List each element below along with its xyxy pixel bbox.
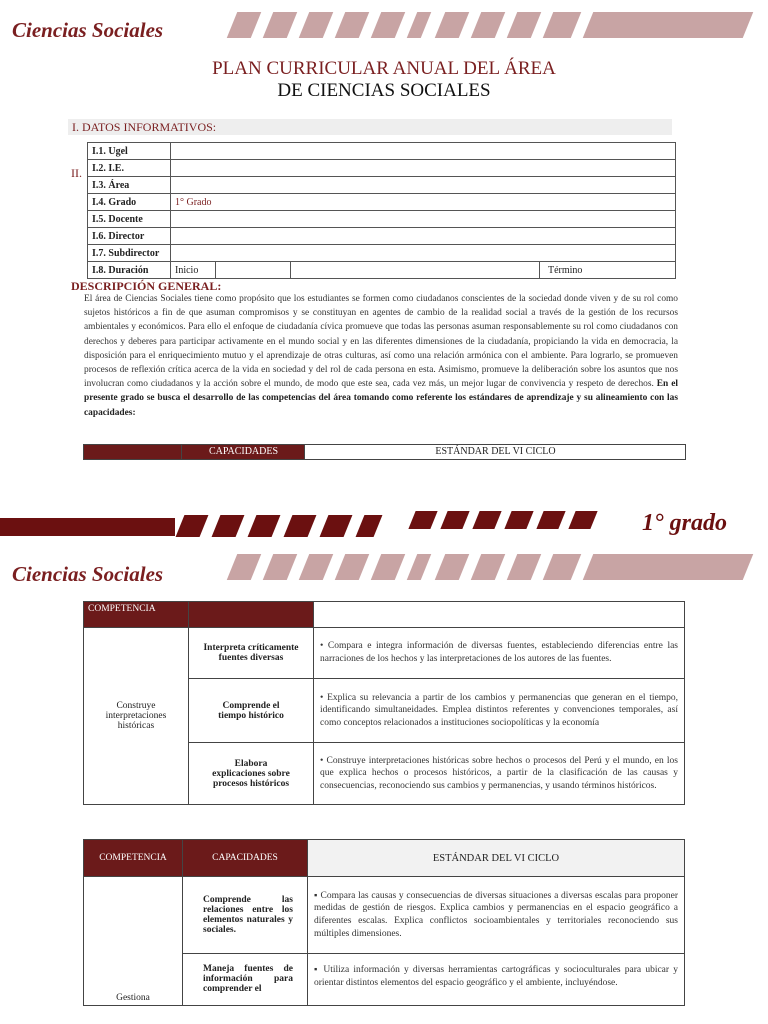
datos-row-duracion xyxy=(88,262,676,279)
table1-header-estandar xyxy=(314,602,685,628)
table2-estandar: ▪ Compara las causas y consecuencias de diversas situaciones a diversas escalas para proponer medidas de gestión de riesgos. Explica cambios y permanencias en el espacio geográfico a diferentes escalas. Explica conflictos socioambientales y territoriales reconociendo sus múltiples dimensiones. xyxy=(308,877,685,954)
table2-header-capacidades: CAPACIDADES xyxy=(183,840,308,877)
datos-value xyxy=(171,211,676,228)
datos-row xyxy=(88,177,676,194)
table1-estandar: • Compara e integra información de diversas fuentes, estableciendo diferencias entre las narraciones de los hechos y las interpretaciones de los autores de las fuentes. xyxy=(314,628,685,679)
datos-label: I.7. Subdirector xyxy=(88,245,171,262)
datos-row xyxy=(88,245,676,262)
bar-capacidades: CAPACIDADES xyxy=(181,445,305,459)
table2-competencia: Gestiona xyxy=(84,877,183,1006)
datos-row xyxy=(88,160,676,177)
datos-label: I.6. Director xyxy=(88,228,171,245)
table1-estandar: • Explica su relevancia a partir de los cambios y permanencias que generan en el tiempo, identificando simultaneidades. Emplea distintos referentes y convenciones temporales, así como conceptos relacionados a instituciones sociopolíticas y la economía xyxy=(314,679,685,743)
descripcion-title: DESCRIPCIÓN GENERAL: xyxy=(71,279,222,293)
datos-value xyxy=(171,228,676,245)
datos-value xyxy=(171,177,676,194)
plan-title-line2: DE CIENCIAS SOCIALES xyxy=(277,80,491,101)
table2-header-estandar: ESTÁNDAR DEL VI CICLO xyxy=(308,840,685,877)
datos-label: I.8. Duración xyxy=(88,262,171,279)
datos-value xyxy=(171,160,676,177)
table2-capacidad: Maneja fuentes de información para comprender el xyxy=(183,954,308,1006)
table2-header-competencia: COMPETENCIA xyxy=(84,840,183,877)
datos-label: I.4. Grado xyxy=(88,194,171,211)
table-row xyxy=(84,877,685,954)
descripcion-body: El área de Ciencias Sociales tiene como propósito que los estudiantes se formen como ciudadanos conscientes de la sociedad donde viven y de su rol como sujetos históricos a fin de que asuman compromisos y se constituyan en agentes de cambio de la realidad social a través de la gestión de los recursos ambientales y económicos. Para ello el enfoque de ciudadanía cívica promueve que todas las personas asuman responsablemente su rol como ciudadanos con derechos y deberes para participar activamente en el mundo social y en las diferentes dimensiones de la ciudadanía, propiciando la vida en democracia, la disposición para el enriquecimiento mutuo y el aprendizaje de otras culturas, así como una relación armónica con el ambiente. Para lograrlo, se promueven procesos de reflexión crítica acerca de la vida en sociedad y del rol de cada persona en esta. Asimismo, promueve la deliberación sobre los asuntos que nos involucran como ciudadanos y la acción sobre el mundo, de modo que este sea, cada vez más, un mejor lugar de convivencia y respeto de derechos. xyxy=(84,294,678,390)
competencia-table-2 xyxy=(83,839,685,1006)
grado-label: 1° grado xyxy=(642,510,727,536)
datos-row xyxy=(88,211,676,228)
descripcion-bold: En el presente grado se busca el desarrollo de las competencias del área tomando como referente los estándares de aprendizaje y su alineamiento con las capacidades: xyxy=(84,379,678,418)
brand-title-page2: Ciencias Sociales xyxy=(12,562,164,586)
table-row xyxy=(84,628,685,679)
brand-title-top: Ciencias Sociales xyxy=(12,18,164,42)
table2-estandar: ▪ Utiliza información y diversas herramientas cartográficas y socioculturales para ubicar y orientar distintos elementos del espacio geográfico y el ambiente, incluyéndose. xyxy=(308,954,685,1006)
datos-label: I.2. I.E. xyxy=(88,160,171,177)
datos-value xyxy=(171,245,676,262)
datos-value-grado: 1° Grado xyxy=(171,194,676,211)
bar-estandar: ESTÁNDAR DEL VI CICLO xyxy=(304,445,686,459)
duracion-inicio-label: Inicio xyxy=(171,262,216,279)
duracion-inicio-value xyxy=(216,262,291,279)
datos-label: I.1. Ugel xyxy=(88,143,171,160)
descripcion-text xyxy=(84,292,678,420)
table1-capacidad: Comprende el tiempo histórico xyxy=(189,679,314,743)
duracion-termino-label: Término xyxy=(540,262,676,279)
datos-row xyxy=(88,194,676,211)
datos-row xyxy=(88,228,676,245)
datos-label: I.3. Área xyxy=(88,177,171,194)
duracion-spacer xyxy=(291,262,540,279)
section-datos-header: I. DATOS INFORMATIVOS: xyxy=(68,119,672,135)
table1-competencia: Construye interpretaciones históricas xyxy=(84,628,189,805)
bar-maroon-block xyxy=(84,445,181,459)
table1-estandar: • Construye interpretaciones históricas sobre hechos o procesos del Perú y el mundo, en los que explica hechos o procesos históricos, a partir de la clasificación de las causas y consecuencias, reconociendo sus cambios y permanencias, y usando términos históricos. xyxy=(314,743,685,805)
datos-table xyxy=(87,142,676,279)
datos-label: I.5. Docente xyxy=(88,211,171,228)
datos-value xyxy=(171,143,676,160)
plan-title-line1: PLAN CURRICULAR ANUAL DEL ÁREA xyxy=(212,58,556,79)
datos-row xyxy=(88,143,676,160)
table1-capacidad: Elabora explicaciones sobre procesos históricos xyxy=(189,743,314,805)
capacidades-bar xyxy=(83,444,686,460)
table1-header-capacidades xyxy=(189,602,314,628)
table2-capacidad: Comprende las relaciones entre los elementos naturales y sociales. xyxy=(183,877,308,954)
table1-capacidad: Interpreta críticamente fuentes diversas xyxy=(189,628,314,679)
section-ii-marker: II. xyxy=(71,166,82,180)
competencia-table-1 xyxy=(83,601,685,805)
table1-header-competencia: COMPETENCIA xyxy=(84,602,189,628)
